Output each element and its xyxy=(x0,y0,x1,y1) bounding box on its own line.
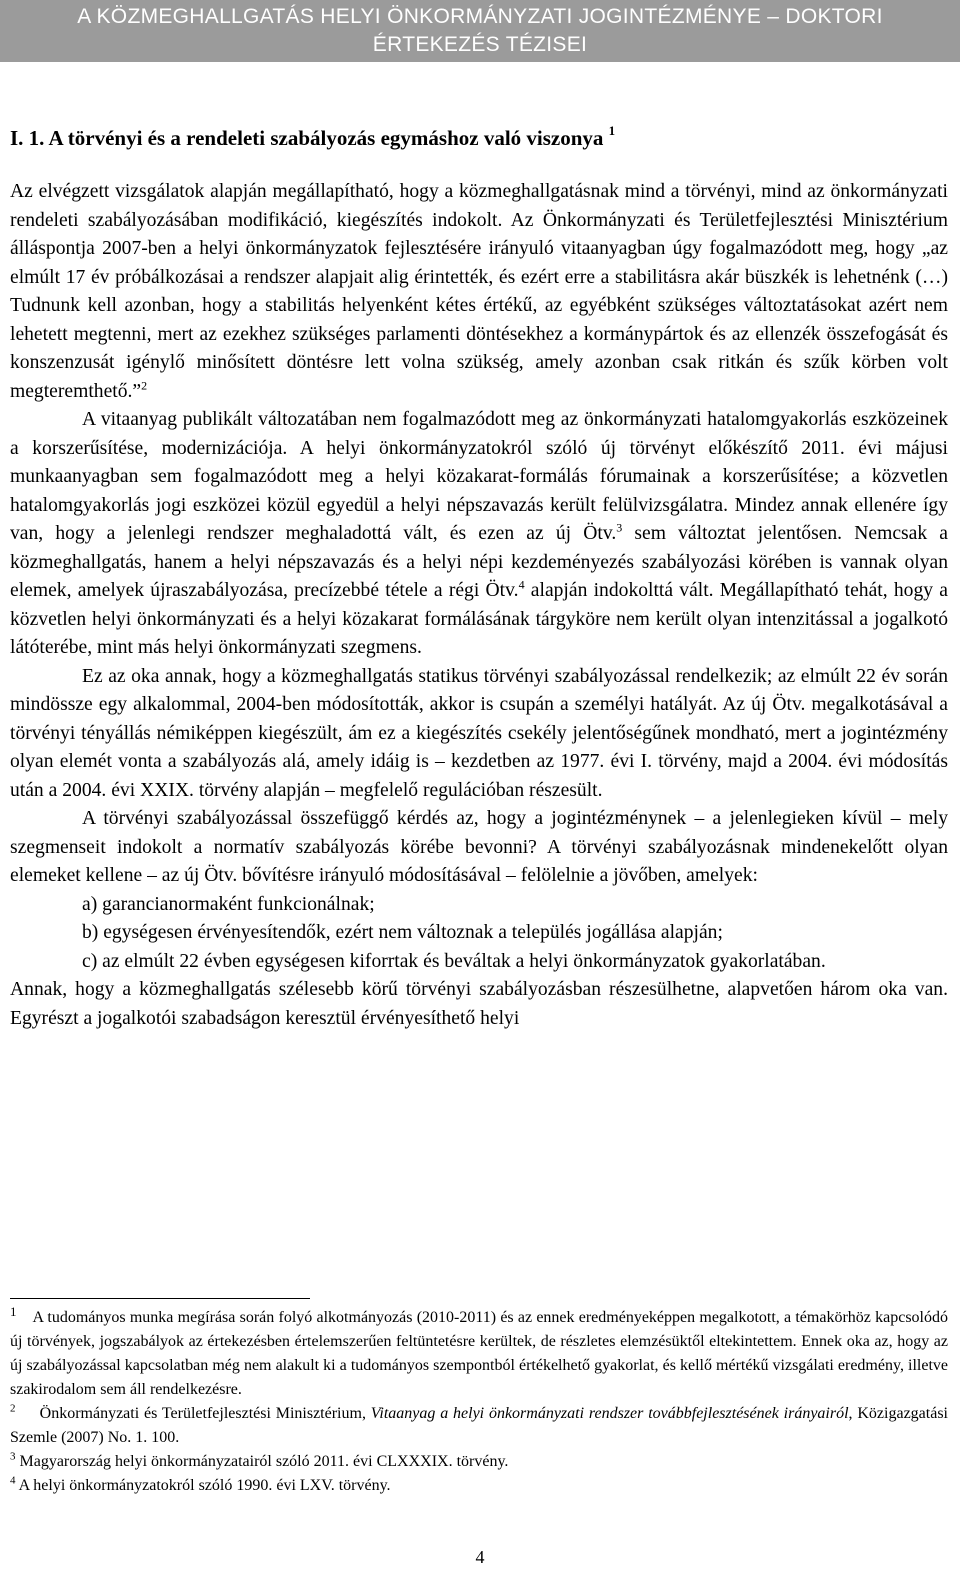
footnote-4-number: 4 xyxy=(10,1474,16,1487)
header-title-line-2: ÉRTEKEZÉS TÉZISEI xyxy=(372,33,588,56)
footnote-3-number: 3 xyxy=(10,1450,16,1463)
paragraph-1 xyxy=(10,178,948,406)
footnote-separator xyxy=(10,1298,310,1299)
footnote-ref-1: 1 xyxy=(608,123,616,138)
footnote-2 xyxy=(10,1402,948,1450)
footnote-2-number: 2 xyxy=(10,1402,16,1415)
footnote-2-title: Vitaanyag a helyi önkormányzati rendszer továbbfejlesztésének irányairól xyxy=(370,1405,849,1422)
footnote-ref-4: 4 xyxy=(518,577,525,592)
list-item-c: c) az elmúlt 22 évben egységesen kiforrtak és beváltak a helyi önkormányzatok gyakorlatában. xyxy=(82,950,826,972)
footnote-1-text: A tudományos munka megírása során folyó alkotmányozás (2010-2011) és az ennek eredményeképpen megalkotott, a témakörhöz kapcsolódó új törvények, jogszabályok az értekezésben értelemszerűen feltüntetésre kerültek, de részletes elemzésüktől eltekintettem. Ennek oka az, hogy az új szabályozással kapcsolatban még nem alakult ki a tudományos szempontból értékelhető gyakorlat, és kellő mértékű vizsgálati eredmény, illetve szakirodalom sem áll rendelkezésre. xyxy=(10,1309,948,1398)
section-heading-text: I. 1. A törvényi és a rendeleti szabályozás egymáshoz való viszonya xyxy=(10,126,604,150)
paragraph-5: Annak, hogy a közmeghallgatás szélesebb körű törvényi szabályozásban részesülhetne, alapvetően három oka van. Egyrészt a jogalkotói szabadságon keresztül érvényesíthető helyi xyxy=(10,979,948,1029)
footnote-1-number: 1 xyxy=(10,1303,17,1319)
paragraph-2-text-c: alapján indokolttá vált. Megállapítható tehát, hogy a közvetlen helyi önkormányzati és a helyi közakarat formálásának tárgyköre nem került olyan intenzitással a jogalkotó látóterébe, mint más helyi önkormányzati szegmens. xyxy=(10,580,948,658)
header-title-line-1: A KÖZMEGHALLGATÁS HELYI ÖNKORMÁNYZATI JOGINTÉZMÉNYE – DOKTORI xyxy=(77,5,883,28)
body-text xyxy=(10,178,948,1033)
paragraph-1-text: Az elvégzett vizsgálatok alapján megállapítható, hogy a közmeghallgatásnak mind a törvényi, mind az önkormányzati rendeleti szabályozásában modifikáció, kiegészítés indokolt. Az Önkormányzati és Területfejlesztési Minisztérium álláspontja 2007-ben a helyi önkormányzatok fejlesztésére irányuló vitaanyagban úgy fogalmazódott meg, hogy „az elmúlt 17 év próbálkozásai a rendszer alapjait alig érintették, és ezért erre a stabilitásra akár büszkék is lehetnénk (…) Tudnunk kell azonban, hogy a stabilitás helyenként kétes értékű, az egyébként szükséges változtatásokat azért nem lehetett megtenni, mert az ezekhez szükséges parlamenti döntésekhez a kormánypártok és az ellenzék összefogását és konszenzusát igénylő minősített döntésre lett volna szükség, amely azonban csak ritkán és szűk körben volt megteremthető.” xyxy=(10,181,948,402)
running-header xyxy=(0,0,960,62)
footnotes xyxy=(10,1303,948,1498)
footnote-1 xyxy=(10,1303,948,1402)
paragraph-2-text-b: sem változtat jelentősen. Nemcsak a közmeghallgatás, hanem a helyi népszavazás és a helyi népi kezdeményezés szabályozási körében is vannak olyan elemek, amelyek újraszabályozása, precízebbé tétele a régi Ötv. xyxy=(10,523,948,601)
page-number: 4 xyxy=(475,1547,485,1567)
paragraph-2-text-a: A vitaanyag publikált változatában nem fogalmazódott meg az önkormányzati hatalomgyakorlás eszközeinek a korszerűsítése, modernizációja. A helyi önkormányzatokról szóló új törvényt előkészítő 2011. évi májusi munkaanyagban sem fogalmazódott meg a helyi közakarat-formálás fórumainak a korszerűsítése; a közvetlen hatalomgyakorlás jogi eszközei közül egyedül a helyi népszavazás került felülvizsgálatra. Mindez annak ellenére így van, hogy a jelenlegi rendszer meghaladottá vált, és ezen az új Ötv. xyxy=(10,409,948,544)
footnote-2-text-b: , Közigazgatási Szemle (2007) No. 1. 100. xyxy=(10,1405,948,1446)
footnote-ref-2: 2 xyxy=(141,377,148,392)
paragraph-2 xyxy=(10,406,948,663)
footnote-4 xyxy=(10,1474,948,1498)
footnote-3 xyxy=(10,1450,948,1474)
section-heading xyxy=(10,125,615,151)
footnote-ref-3: 3 xyxy=(616,520,623,535)
paragraph-4: A törvényi szabályozással összefüggő kérdés az, hogy a jogintézménynek – a jelenlegieken kívül – mely szegmenseit indokolt a normatív szabályozás körébe bevonni? A törvényi szabályozásnak mindenekelőtt olyan elemeket kellene – az új Ötv. bővítésre irányuló módosításával – felölelnie a jövőben, amelyek: xyxy=(10,808,948,886)
list-item-b: b) egységesen érvényesítendők, ezért nem változnak a település jogállása alapján; xyxy=(82,922,723,943)
footnote-2-text-a: Önkormányzati és Területfejlesztési Minisztérium, xyxy=(39,1405,371,1422)
footnote-4-text: A helyi önkormányzatokról szóló 1990. évi LXV. törvény. xyxy=(15,1477,391,1494)
list-item-a: a) garancianormaként funkcionálnak; xyxy=(82,893,375,915)
footnote-3-text: Magyarország helyi önkormányzatairól szóló 2011. évi CLXXXIX. törvény. xyxy=(15,1453,509,1470)
paragraph-3: Ez az oka annak, hogy a közmeghallgatás statikus törvényi szabályozással rendelkezik; az elmúlt 22 év során mindössze egy alkalommal, 2004-ben módosították, akkor is csupán a személyi hatályát. Az új Ötv. megalkotásával a törvényi tényállás némiképpen kiegészült, ám ez a kiegészítés csekély jelentőségűnek mondható, mert a jogintézmény olyan elemét vonta a szabályozás alá, amely idáig is – kezdetben az 1977. évi I. törvény, majd a 2004. évi módosítás után a 2004. évi XXIX. törvény alapján – megfelelő regulációban részesült. xyxy=(10,665,948,801)
